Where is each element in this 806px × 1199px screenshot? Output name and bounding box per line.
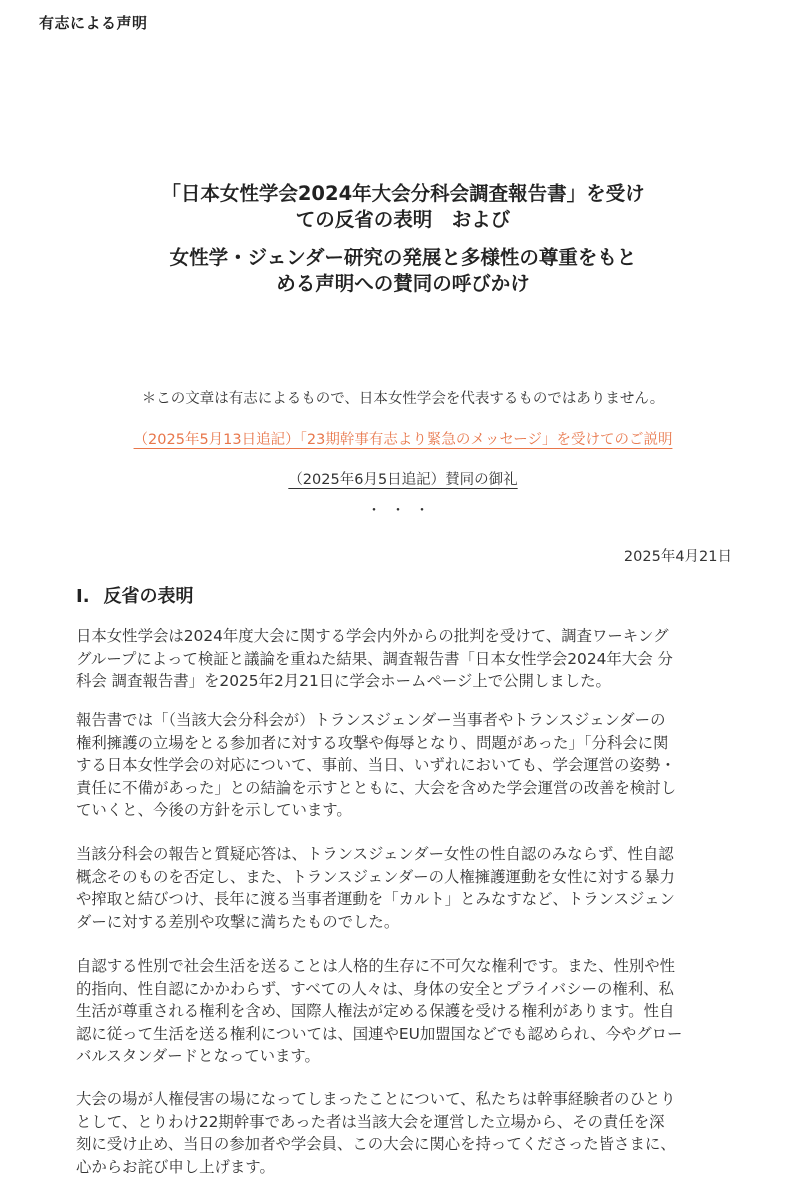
- paragraph-line: や搾取と結びつけ、長年に渡る当事者運動を「カルト」とみなすなど、トランスジェン: [76, 890, 675, 908]
- page-title: [100, 181, 706, 233]
- addendum-explanation-link[interactable]: （2025年5月13日追記）「23期幹事有志より緊急のメッセージ」を受けてのご説明: [133, 432, 673, 448]
- paragraph-line: 報告書では「（当該大会分科会が）トランスジェンダー当事者やトランスジェンダーの: [76, 711, 666, 729]
- page-subtitle: [100, 245, 706, 297]
- paragraph-line: グループによって検証と議論を重ねた結果、調査報告書「日本女性学会2024年大会 分: [76, 649, 673, 668]
- paragraph: [76, 1088, 736, 1178]
- paragraph: [76, 955, 736, 1068]
- addendum-thanks-link[interactable]: （2025年6月5日追記）賛同の御礼: [288, 472, 518, 488]
- paragraph: [76, 843, 736, 933]
- paragraph-line: バルスタンダードとなっています。: [76, 1047, 320, 1065]
- site-title-link[interactable]: 有志による声明: [39, 14, 148, 32]
- paragraph-line: として、とりわけ22期幹事であった者は当該大会を運営した立場から、その責任を深: [76, 1112, 665, 1131]
- paragraph-line: 概念そのものを否定し、また、トランスジェンダーの人権擁護運動を女性に対する暴力: [76, 867, 675, 886]
- section-separator: ・・・: [367, 503, 439, 519]
- title-line: ての反省の表明 および: [295, 208, 511, 231]
- title-line: 「日本女性学会2024年大会分科会調査報告書」を受け: [161, 182, 645, 205]
- paragraph-line: ていくと、今後の方針を示しています。: [76, 801, 352, 819]
- paragraph-line: 科会 調査報告書」を2025年2月21日に学会ホームページ上で公開しました。: [76, 672, 611, 690]
- paragraph-line: 的指向、性自認にかかわらず、すべての人々は、身体の安全とプライバシーの権利、私: [76, 979, 674, 998]
- paragraph-line: 責任に不備があった」との結論を示すとともに、大会を含めた学会運営の改善を検討し: [76, 778, 677, 797]
- paragraph-line: ダーに対する差別や攻撃に満ちたものでした。: [76, 912, 400, 931]
- addendum-link-row: [0, 428, 806, 449]
- paragraph-line: 自認する性別で社会生活を送ることは人格的生存に不可欠な権利です。また、性別や性: [76, 957, 676, 975]
- section-number: I.: [76, 586, 90, 607]
- paragraph-line: 大会の場が人権侵害の場になってしまったことについて、私たちは幹事経験者のひとり: [76, 1090, 676, 1108]
- statement-date: 2025年4月21日: [623, 549, 732, 565]
- section-heading: [76, 582, 194, 608]
- paragraph-line: する日本女性学会の対応について、事前、当日、いずれにおいても、学会運営の姿勢・: [76, 756, 676, 774]
- paragraph: [76, 709, 736, 822]
- thanks-link-row: [0, 468, 806, 489]
- paragraph-line: 当該分科会の報告と質疑応答は、トランスジェンダー女性の性自認のみならず、性自認: [76, 845, 674, 863]
- paragraph-line: 刻に受け止め、当日の参加者や学会員、この大会に関心を持ってくださった皆さまに、: [76, 1135, 676, 1153]
- section-title: 反省の表明: [103, 586, 194, 607]
- paragraph: [76, 625, 736, 693]
- paragraph-line: 日本女性学会は2024年度大会に関する学会内外からの批判を受けて、調査ワーキング: [76, 627, 669, 645]
- paragraph-line: 権利擁護の立場をとる参加者に対する攻撃や侮辱となり、問題があった」「分科会に関: [76, 733, 669, 752]
- paragraph-line: 心からお詫び申し上げます。: [76, 1157, 275, 1176]
- subtitle-line: 女性学・ジェンダー研究の発展と多様性の尊重をもと: [169, 246, 637, 269]
- paragraph-line: 生活が尊重される権利を含め、国際人権法が定める保護を受ける権利があります。性自: [76, 1002, 675, 1020]
- disclaimer-note: ＊この文章は有志によるもので、日本女性学会を代表するものではありません。: [141, 391, 665, 407]
- paragraph-line: 認に従って生活を送る権利については、国連やEU加盟国などでも認められ、今やグロー: [76, 1024, 683, 1043]
- subtitle-line: める声明への賛同の呼びかけ: [276, 272, 530, 295]
